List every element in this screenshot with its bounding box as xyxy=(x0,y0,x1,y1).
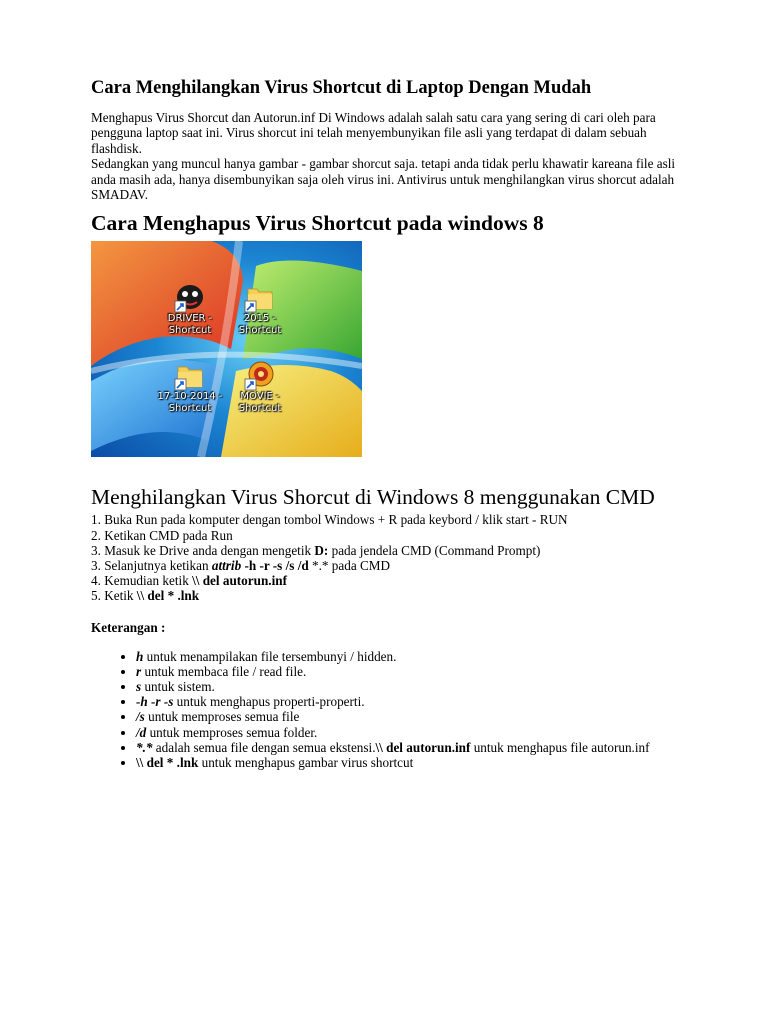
flag-command: \\ del autorun.inf xyxy=(375,739,471,755)
step-text: 3. Masuk ke Drive anda dengan mengetik xyxy=(91,542,315,558)
step-text: 3. Selanjutnya ketikan xyxy=(91,558,212,574)
step-command: D: xyxy=(314,542,329,558)
desktop-screenshot xyxy=(91,241,362,457)
flag-command: \\ del * .lnk xyxy=(136,755,199,771)
list-item xyxy=(136,664,691,679)
explanation-list xyxy=(91,649,691,771)
step-text: 1. Buka Run pada komputer dengan tombol Windows + R pada keybord / klik start - RUN xyxy=(91,512,568,528)
step-command: \\ del * .lnk xyxy=(136,588,200,604)
intro-paragraph-1: Menghapus Virus Shorcut dan Autorun.inf Di Windows adalah salah satu cara yang sering di cari oleh para pengguna laptop saat ini. Virus shorcut ini telah menyembunyikan file asli yang terdapat di dalam sebuah flashdisk. xyxy=(91,110,656,156)
windows7-wallpaper xyxy=(91,241,362,457)
list-item xyxy=(136,725,691,740)
document-page xyxy=(91,76,691,770)
step-item xyxy=(91,588,691,603)
desktop-icon-movie[interactable] xyxy=(225,359,295,415)
flag-term: s xyxy=(136,679,142,695)
list-item xyxy=(136,694,691,709)
list-item xyxy=(136,740,691,755)
steps-list xyxy=(91,512,691,603)
desktop-icon-label-line1: DRIVER - xyxy=(167,313,213,325)
desktop-icon-label-line2: Shortcut xyxy=(168,403,212,415)
flag-desc: untuk memproses semua file xyxy=(144,709,300,725)
flag-term: *.* xyxy=(136,739,153,755)
flag-term: -h -r -s xyxy=(136,694,174,710)
flag-term: h xyxy=(136,648,144,664)
flag-term: r xyxy=(136,663,142,679)
flag-term: /s xyxy=(136,709,145,725)
desktop-icon-17-10-2014[interactable] xyxy=(155,359,225,415)
shortcut-folder-icon xyxy=(243,281,277,313)
flag-desc: untuk menampilakan file tersembunyi / hidden. xyxy=(143,648,397,664)
desktop-icon-label-line2: Shortcut xyxy=(238,403,282,415)
step-command: \\ del autorun.inf xyxy=(192,573,287,589)
flag-desc: untuk menghapus file autorun.inf xyxy=(470,739,650,755)
keterangan-label: Keterangan : xyxy=(91,619,166,635)
section-title-windows8: Cara Menghapus Virus Shortcut pada windows 8 xyxy=(91,211,544,236)
step-text: 5. Ketik xyxy=(91,588,137,604)
shortcut-folder-icon xyxy=(173,359,207,391)
step-item xyxy=(91,512,691,527)
shortcut-app-icon xyxy=(173,281,207,313)
step-item xyxy=(91,543,691,558)
list-item xyxy=(136,709,691,724)
desktop-icon-label-line2: Shortcut xyxy=(238,325,282,337)
desktop-icon-label-line2: Shortcut xyxy=(168,325,212,337)
step-item xyxy=(91,558,691,573)
shortcut-app-icon xyxy=(243,359,277,391)
step-text: *.* pada CMD xyxy=(308,558,391,574)
step-item xyxy=(91,573,691,588)
intro-paragraph-2: Sedangkan yang muncul hanya gambar - gambar shorcut saja. tetapi anda tidak perlu khawatir kareana file asli anda masih ada, hanya disembunyikan saja oleh virus ini. Antivirus untuk menghilangkan virus shorcut adalah SMADAV. xyxy=(91,156,676,203)
step-text: pada jendela CMD (Command Prompt) xyxy=(328,542,541,558)
flag-desc: untuk menghapus properti-properti. xyxy=(173,694,365,710)
step-item xyxy=(91,528,691,543)
step-text: 2. Ketikan CMD pada Run xyxy=(91,527,233,543)
flag-desc: adalah semua file dengan semua ekstensi. xyxy=(152,739,376,755)
list-item xyxy=(136,755,691,770)
step-text: 4. Kemudian ketik xyxy=(91,573,193,589)
flag-desc: untuk menghapus gambar virus shortcut xyxy=(198,755,414,771)
section-title-cmd: Menghilangkan Virus Shorcut di Windows 8 menggunakan CMD xyxy=(91,485,655,510)
desktop-icon-label-line1: 2015 - xyxy=(243,313,277,325)
article-title: Cara Menghilangkan Virus Shortcut di Laptop Dengan Mudah xyxy=(91,78,592,98)
flag-term: /d xyxy=(136,724,147,740)
desktop-icon-label-line1: MOVIE - xyxy=(240,391,280,403)
step-command: attrib xyxy=(211,558,242,574)
desktop-icon-driver[interactable] xyxy=(155,281,225,337)
step-command: -h -r -s /s /d xyxy=(241,558,309,574)
list-item xyxy=(136,649,691,664)
flag-desc: untuk membaca file / read file. xyxy=(141,663,307,679)
flag-desc: untuk memproses semua folder. xyxy=(146,724,318,740)
desktop-icon-2015[interactable] xyxy=(225,281,295,337)
desktop-icon-label-line1: 17-10-2014 - xyxy=(157,391,223,403)
list-item xyxy=(136,679,691,694)
flag-desc: untuk sistem. xyxy=(141,679,215,695)
